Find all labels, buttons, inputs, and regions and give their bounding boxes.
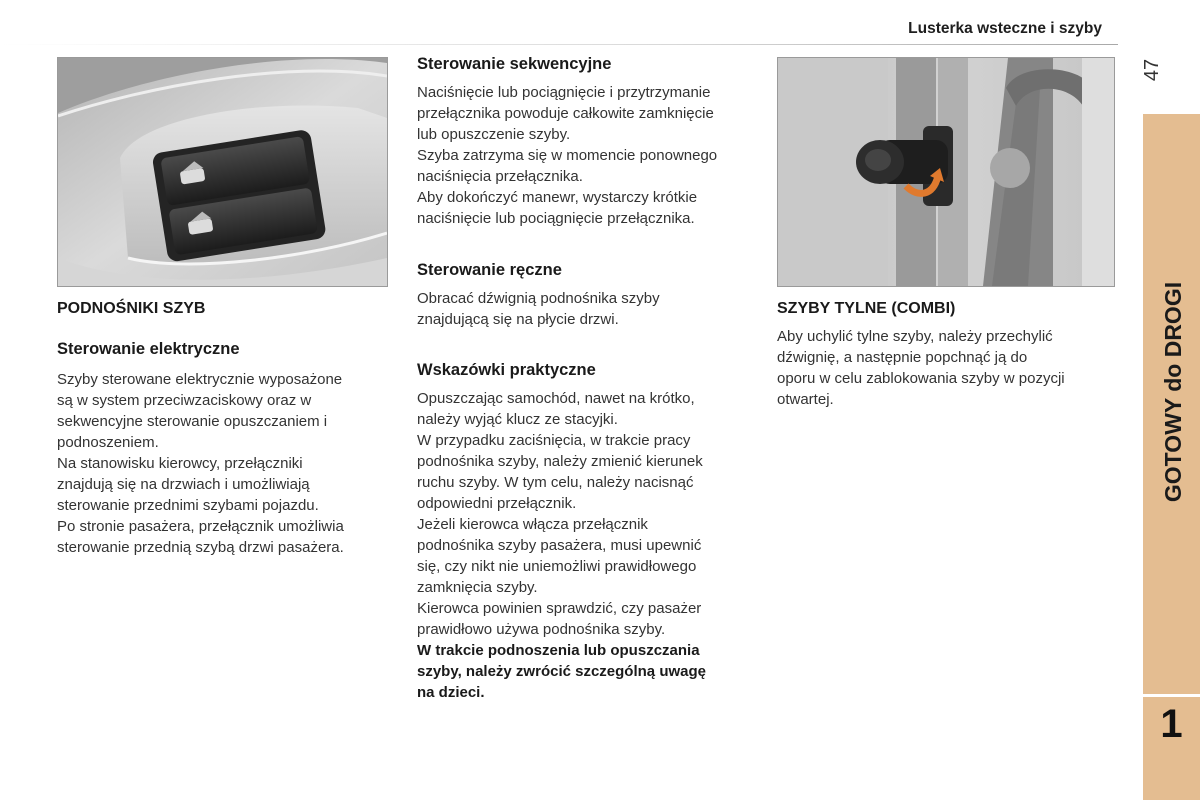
paragraph-electric-control	[57, 369, 397, 558]
chapter-tab-divider	[1143, 694, 1200, 697]
text-line: ruchu szyby. W tym celu, należy nacisnąć	[417, 474, 694, 491]
page-number: 47	[1140, 58, 1163, 82]
text-line: znajdują się na drzwiach i umożliwiają	[57, 476, 310, 493]
text-line: naciśnięcia przełącznika.	[417, 168, 583, 185]
column-2	[417, 54, 767, 703]
text-line: prawidłowo używa podnośnika szyby.	[417, 621, 666, 638]
text-line: W przypadku zaciśnięcia, w trakcie pracy	[417, 432, 691, 449]
section-heading-rear-windows: SZYBY TYLNE (COMBI)	[777, 300, 956, 317]
text-line: odpowiedni przełącznik.	[417, 495, 577, 512]
paragraph-sequential-control	[417, 82, 767, 229]
text-line: otwartej.	[777, 391, 834, 408]
text-line: Szyby sterowane elektrycznie wyposażone	[57, 371, 343, 388]
text-line: podnośnika szyby, należy zmienić kierunek	[417, 453, 703, 470]
text-line: naciśnięcie lub pociągnięcie przełącznika.	[417, 210, 695, 227]
text-line: Naciśnięcie lub pociągnięcie i przytrzymanie	[417, 84, 711, 101]
text-line: są w system przeciwzaciskowy oraz w	[57, 392, 312, 409]
column-1	[57, 298, 397, 558]
warning-line: W trakcie podnoszenia lub opuszczania	[417, 642, 700, 659]
text-line: Jeżeli kierowca włącza przełącznik	[417, 516, 648, 533]
text-line: Szyba zatrzyma się w momencie ponownego	[417, 147, 718, 164]
chapter-tab	[1143, 114, 1200, 800]
chapter-tab-label: GOTOWY do DROGI	[1159, 281, 1186, 503]
chapter-number: 1	[1160, 702, 1183, 746]
subheading-practical-tips: Wskazówki praktyczne	[417, 361, 596, 379]
text-line: lub opuszczenie szyby.	[417, 126, 571, 143]
text-line: się, czy nikt nie uniemożliwi prawidłowego	[417, 558, 697, 575]
text-line: zamknięcia szyby.	[417, 579, 538, 596]
window-switch-photo	[57, 57, 388, 287]
text-line: sekwencyjne sterowanie opuszczaniem i	[57, 413, 328, 430]
paragraph-manual-control	[417, 288, 767, 330]
warning-line: szyby, należy zwrócić szczególną uwagę	[417, 663, 706, 680]
text-line: sterowanie przednimi szybami pojazdu.	[57, 497, 319, 514]
text-line: przełącznika powoduje całkowite zamknięcie	[417, 105, 714, 122]
text-line: dźwignię, a następnie popchnąć ją do	[777, 349, 1028, 366]
text-line: Opuszczając samochód, nawet na krótko,	[417, 390, 695, 407]
text-line: znajdującą się na płycie drzwi.	[417, 311, 619, 328]
text-line: podnoszeniem.	[57, 434, 159, 451]
text-line: Po stronie pasażera, przełącznik umożliwia	[57, 518, 344, 535]
header-rule	[0, 44, 1118, 45]
text-line: Kierowca powinien sprawdzić, czy pasażer	[417, 600, 702, 617]
section-heading-window-lifts: PODNOŚNIKI SZYB	[57, 300, 206, 317]
text-line: należy wyjąć klucz ze stacyjki.	[417, 411, 618, 428]
warning-line: na dzieci.	[417, 684, 485, 701]
subheading-manual-control: Sterowanie ręczne	[417, 261, 562, 279]
subheading-electric-control: Sterowanie elektryczne	[57, 340, 240, 358]
text-line: Aby dokończyć manewr, wystarczy krótkie	[417, 189, 698, 206]
paragraph-rear-windows	[777, 326, 1127, 410]
paragraph-practical-tips	[417, 388, 767, 703]
text-line: oporu w celu zablokowania szyby w pozycji	[777, 370, 1065, 387]
rear-window-latch-photo	[777, 57, 1115, 287]
text-line: Aby uchylić tylne szyby, należy przechylić	[777, 328, 1053, 345]
running-header: Lusterka wsteczne i szyby	[908, 20, 1102, 37]
text-line: podnośnika szyby pasażera, musi upewnić	[417, 537, 702, 554]
text-line: sterowanie przednią szybą drzwi pasażera.	[57, 539, 344, 556]
subheading-sequential-control: Sterowanie sekwencyjne	[417, 55, 612, 73]
column-3	[777, 298, 1127, 410]
text-line: Na stanowisku kierowcy, przełączniki	[57, 455, 303, 472]
text-line: Obracać dźwignią podnośnika szyby	[417, 290, 660, 307]
